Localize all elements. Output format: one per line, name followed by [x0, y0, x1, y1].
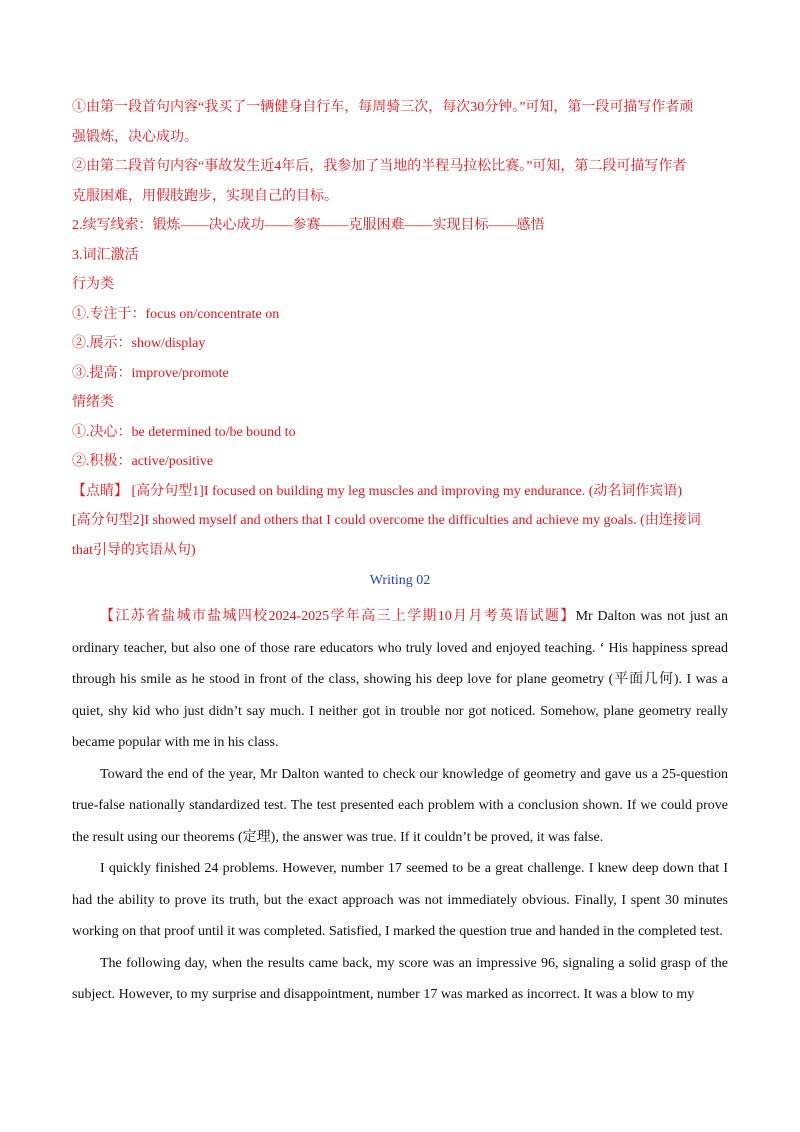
source-tag: 【江苏省盐城市盐城四校2024-2025学年高三上学期10月月考英语试题】 [100, 609, 576, 624]
note-line: ①.决心：be determined to/be bound to [72, 424, 296, 440]
passage-paragraph: Toward the end of the year, Mr Dalton wanted to check our knowledge of geometry and gave us a 25-question true-false nationally standardized test. The test presented each problem with a conclusion shown. If we could prove the result using our theorems (定理), the answer was true. If it couldn’t be proved, it was false. [72, 766, 728, 845]
analysis-notes [72, 93, 728, 565]
note-line: 2.续写线索：锻炼——决心成功——参赛——克服困难——实现目标——感悟 [72, 218, 545, 233]
reading-passage [72, 601, 728, 1011]
note-line: ①由第一段首句内容“我买了一辆健身自行车，每周骑三次，每次30分钟。”可知，第一段可描写作者顽 [72, 100, 694, 115]
note-line: 克服困难，用假肢跑步，实现自己的目标。 [72, 188, 338, 204]
passage-paragraph: I quickly finished 24 problems. However, number 17 seemed to be a great challenge. I knew deep down that I had the ability to prove its truth, but the exact approach was not immediately obvious. Finally, I spent 30 minutes working on that proof until it was completed. Satisfied, I marked the question true and handed in the completed test. [72, 861, 728, 939]
note-line: that引导的宾语从句) [72, 542, 196, 558]
document-page [72, 93, 728, 1011]
note-line: ②.展示：show/display [72, 336, 206, 351]
paragraph-text: Mr Dalton was not just an ordinary teacher, but also one of those rare educators who truly loved and enjoyed teaching. ‘ His happiness spread through his smile as he stood in front of the class, showing his deep love for plane geometry (平面几何). I was a quiet, shy kid who just didn’t say much. I neither got in trouble nor got noticed. Somehow, plane geometry really became popular with me in his class. [72, 609, 728, 750]
note-line: ②.积极：active/positive [72, 454, 214, 469]
passage-paragraph [72, 601, 728, 759]
passage-paragraph: The following day, when the results came back, my score was an impressive 96, signaling a solid grasp of the subject. However, to my surprise and disappointment, number 17 was marked as incorrect. It was a blow to my [72, 955, 728, 1002]
note-line: 【点睛】 [高分句型1]I focused on building my leg muscles and improving my endurance. (动名词作宾语) [72, 483, 683, 499]
note-line: 情绪类 [72, 395, 114, 410]
note-line: 3.词汇激活 [72, 247, 139, 263]
note-line: ②由第二段首句内容“事故发生近4年后，我参加了当地的半程马拉松比赛。”可知，第二段可描写作者 [72, 159, 687, 174]
section-title: Writing 02 [369, 573, 431, 588]
note-line: ①.专注于：focus on/concentrate on [72, 306, 280, 322]
note-line: 行为类 [72, 277, 114, 292]
note-line: [高分句型2]I showed myself and others that I could overcome the difficulties and achieve my goals. (由连接词 [72, 513, 701, 528]
note-line: 强锻炼，决心成功。 [72, 129, 198, 145]
note-line: ③.提高：improve/promote [72, 365, 229, 381]
